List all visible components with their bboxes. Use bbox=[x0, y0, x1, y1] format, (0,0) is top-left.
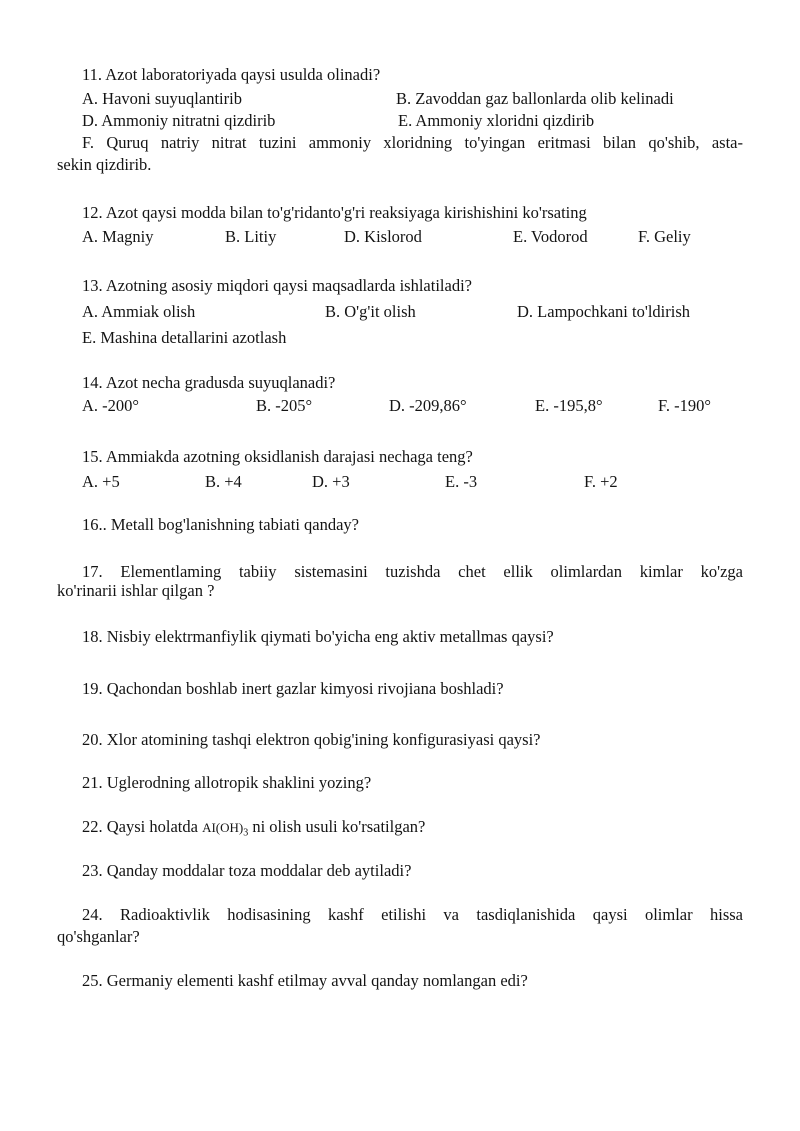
formula-main: AI(OH) bbox=[202, 820, 244, 835]
question-13: 13. Azotning asosiy miqdori qaysi maqsadlarda ishlatiladi? bbox=[82, 276, 472, 295]
question-22-prefix: 22. Qaysi holatda bbox=[82, 817, 203, 836]
option-14-f: F. -190° bbox=[658, 396, 711, 415]
option-13-a: A. Ammiak olish bbox=[82, 302, 196, 321]
option-15-e: E. -3 bbox=[445, 472, 478, 491]
formula-subscript: 3 bbox=[243, 827, 249, 839]
question-17-line2: ko'rinarii ishlar qilgan ? bbox=[57, 581, 215, 600]
option-11-b: B. Zavoddan gaz ballonlarda olib kelinadi bbox=[396, 89, 674, 108]
option-13-e: E. Mashina detallarini azotlash bbox=[82, 328, 287, 347]
option-11-f-line2: sekin qizdirib. bbox=[57, 155, 152, 174]
option-14-d: D. -209,86° bbox=[389, 396, 467, 415]
question-20: 20. Xlor atomining tashqi elektron qobig'ining konfigurasiyasi qaysi? bbox=[82, 730, 541, 749]
question-25: 25. Germaniy elementi kashf etilmay avval qanday nomlangan edi? bbox=[82, 971, 528, 990]
option-13-d: D. Lampochkani to'ldirish bbox=[517, 302, 690, 321]
chemical-formula bbox=[202, 820, 249, 839]
option-14-e: E. -195,8° bbox=[535, 396, 603, 415]
question-23: 23. Qanday moddalar toza moddalar deb aytiladi? bbox=[82, 861, 412, 880]
option-15-a: A. +5 bbox=[82, 472, 120, 491]
option-11-e: E. Ammoniy xloridni qizdirib bbox=[398, 111, 595, 130]
option-11-a: A. Havoni suyuqlantirib bbox=[82, 89, 242, 108]
option-14-b: B. -205° bbox=[256, 396, 313, 415]
question-19: 19. Qachondan boshlab inert gazlar kimyosi rivojiana boshladi? bbox=[82, 679, 504, 698]
question-24-line1: 24. Radioaktivlik hodisasining kashf etilishi va tasdiqlanishida qaysi olimlar hissa bbox=[82, 905, 743, 924]
option-12-a: A. Magniy bbox=[82, 227, 154, 246]
option-12-e: E. Vodorod bbox=[513, 227, 588, 246]
option-15-b: B. +4 bbox=[205, 472, 242, 491]
option-12-d: D. Kislorod bbox=[344, 227, 422, 246]
option-12-b: B. Litiy bbox=[225, 227, 277, 246]
question-15: 15. Ammiakda azotning oksidlanish darajasi nechaga teng? bbox=[82, 447, 473, 466]
question-18: 18. Nisbiy elektrmanfiylik qiymati bo'yicha eng aktiv metallmas qaysi? bbox=[82, 627, 554, 646]
question-12: 12. Azot qaysi modda bilan to'g'ridanto'g'ri reaksiyaga kirishishini ko'rsating bbox=[82, 203, 587, 222]
option-14-a: A. -200° bbox=[82, 396, 140, 415]
question-11: 11. Azot laboratoriyada qaysi usulda olinadi? bbox=[82, 65, 381, 84]
question-16: 16.. Metall bog'lanishning tabiati qanday? bbox=[82, 515, 359, 534]
question-14: 14. Azot necha gradusda suyuqlanadi? bbox=[82, 373, 336, 392]
question-24-line2: qo'shganlar? bbox=[57, 927, 140, 946]
question-22-suffix: ni olish usuli ko'rsatilgan? bbox=[248, 817, 426, 836]
option-11-d: D. Ammoniy nitratni qizdirib bbox=[82, 111, 276, 130]
option-15-d: D. +3 bbox=[312, 472, 350, 491]
question-17-line1: 17. Elementlaming tabiiy sistemasini tuzishda chet ellik olimlardan kimlar ko'zga bbox=[82, 562, 743, 581]
option-15-f: F. +2 bbox=[584, 472, 618, 491]
option-13-b: B. O'g'it olish bbox=[325, 302, 416, 321]
option-12-f: F. Geliy bbox=[638, 227, 691, 246]
question-22 bbox=[82, 817, 425, 838]
question-21: 21. Uglerodning allotropik shaklini yozing? bbox=[82, 773, 372, 792]
option-11-f-line1: F. Quruq natriy nitrat tuzini ammoniy xloridning to'yingan eritmasi bilan qo'shib, asta- bbox=[82, 133, 743, 152]
